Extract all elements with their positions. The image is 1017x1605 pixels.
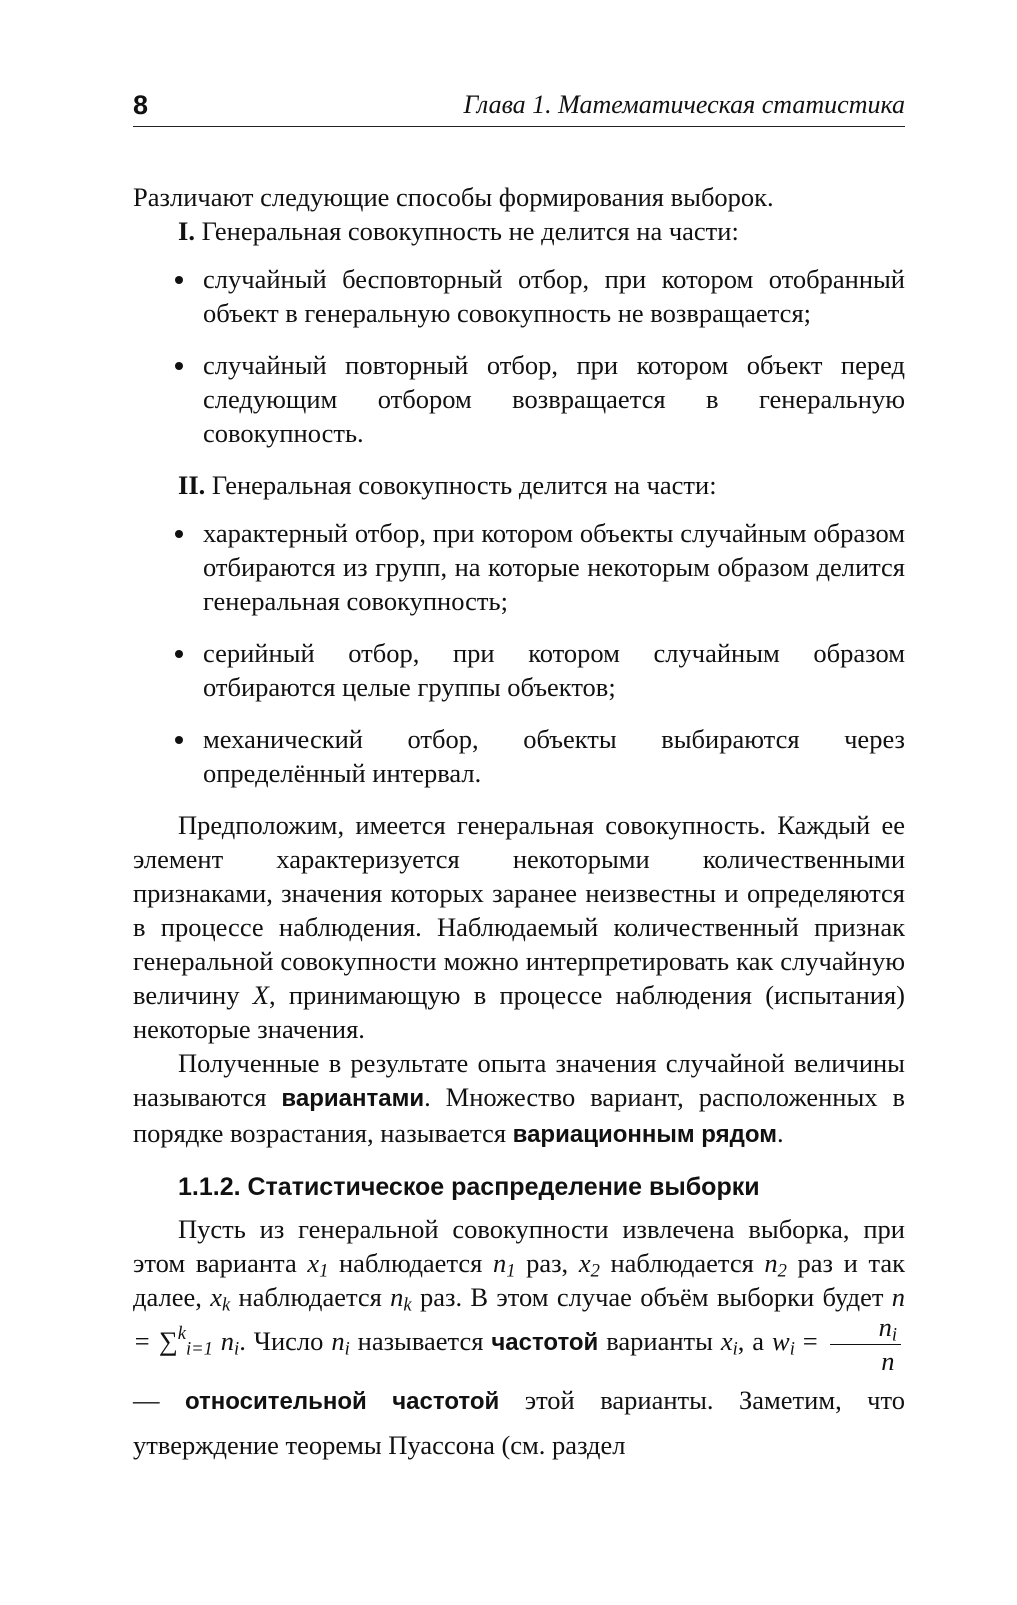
group-2-label: II.	[178, 470, 206, 500]
bullet-icon	[175, 362, 183, 370]
section-heading: 1.1.2. Статистическое распределение выборки	[178, 1173, 760, 1201]
list-item	[133, 348, 905, 450]
math-nk: $n_k$	[390, 1282, 412, 1316]
math-n2: $n_2$	[764, 1248, 787, 1282]
group-1-label: I.	[178, 216, 195, 246]
list-item	[133, 516, 905, 618]
text-fragment: называется	[357, 1326, 484, 1357]
text-fragment: .	[776, 1118, 784, 1148]
paragraph-population	[133, 808, 905, 1046]
paragraph-variants	[133, 1046, 905, 1152]
text-fragment: Пусть из генеральной совокупности извлечена выборка, при этом варианта	[133, 1214, 905, 1278]
text-fragment: раз. В этом случае объём выборки будет	[419, 1282, 884, 1312]
text-fragment: . Число	[239, 1326, 324, 1357]
math-xi: $x_i$	[720, 1326, 738, 1360]
text-fragment: =	[794, 1326, 826, 1357]
math-fraction: $\frac{n_i}{n}$	[830, 1314, 901, 1374]
term-variants: вариантами	[281, 1085, 425, 1112]
math-xk: $x_k$	[210, 1282, 231, 1316]
bullet-icon	[175, 650, 183, 658]
math-x2: $x_2$	[578, 1248, 600, 1282]
group-2-text: Генеральная совокупность делится на части:	[211, 470, 717, 500]
list-item	[133, 262, 905, 330]
bullet-icon	[175, 736, 183, 744]
bullet-icon	[175, 530, 183, 538]
list-item-text: характерный отбор, при котором объекты случайным образом отбираются из групп, на которые некоторым образом делится генеральная совокупность;	[203, 518, 905, 616]
running-head: Глава 1. Математическая статистика	[463, 90, 905, 119]
math-ni: $n_i$	[331, 1326, 350, 1360]
text-fragment: , а	[737, 1326, 765, 1357]
group-1-list	[133, 262, 905, 450]
term-frequency: частотой	[491, 1329, 599, 1357]
text-fragment: , принимающую в процессе наблюдения (испытания) некоторые значения.	[133, 980, 905, 1044]
math-x1: $x_1$	[307, 1248, 329, 1282]
list-item	[133, 636, 905, 704]
text-fragment: этой варианты. Заметим, что утверждение теоремы Пуассона (см. раздел	[133, 1385, 905, 1460]
paragraph-distribution	[133, 1212, 905, 1462]
text-fragment: наблюдается	[238, 1282, 382, 1312]
text-fragment: раз,	[526, 1248, 569, 1278]
math-x: X	[252, 980, 269, 1010]
text-fragment: Предположим, имеется генеральная совокупность. Каждый ее элемент характеризуется некоторыми количественными признаками, значения которых заранее неизвестны и определяются в процессе наблюдения. Наблюдаемый количественный признак генеральной совокупности можно интерпретировать как случайную величину	[133, 810, 905, 1010]
math-sum: n = ∑$^k_{i=1}$ $n_i$	[133, 1282, 906, 1360]
intro-paragraph: Различают следующие способы формирования выборок.	[133, 182, 774, 212]
term-variation-series: вариационным рядом	[512, 1121, 777, 1148]
list-item	[133, 722, 905, 790]
text-fragment: —	[133, 1385, 160, 1415]
text-fragment: . Множество вариант, расположенных в порядке возрастания, называется	[133, 1082, 906, 1148]
list-item-text: механический отбор, объекты выбираются через определённый интервал.	[203, 724, 905, 788]
group-1-text: Генеральная совокупность не делится на части:	[201, 216, 739, 246]
page-body	[133, 180, 905, 1462]
math-n1: $n_1$	[492, 1248, 516, 1282]
group-1-heading	[133, 214, 905, 248]
text-fragment: варианты	[606, 1326, 713, 1357]
bullet-icon	[175, 276, 183, 284]
text-fragment: раз и так далее,	[133, 1248, 905, 1312]
group-2-heading	[133, 468, 905, 502]
page-header	[133, 86, 905, 127]
group-2-list	[133, 516, 905, 790]
math-wi: $w_i$	[772, 1326, 795, 1360]
term-relative-frequency: относительной частотой	[184, 1388, 500, 1415]
text-fragment: наблюдается	[339, 1248, 483, 1278]
list-item-text: случайный бесповторный отбор, при котором отобранный объект в генеральную совокупность не возвращается;	[203, 264, 905, 328]
text-fragment: наблюдается	[610, 1248, 754, 1278]
list-item-text: серийный отбор, при котором случайным образом отбираются целые группы объектов;	[203, 638, 905, 702]
text-fragment: Полученные в результате опыта значения случайной величины называются	[133, 1048, 905, 1112]
page-number: 8	[133, 90, 149, 120]
list-item-text: случайный повторный отбор, при котором объект перед следующим отбором возвращается в генеральную совокупность.	[203, 350, 905, 448]
